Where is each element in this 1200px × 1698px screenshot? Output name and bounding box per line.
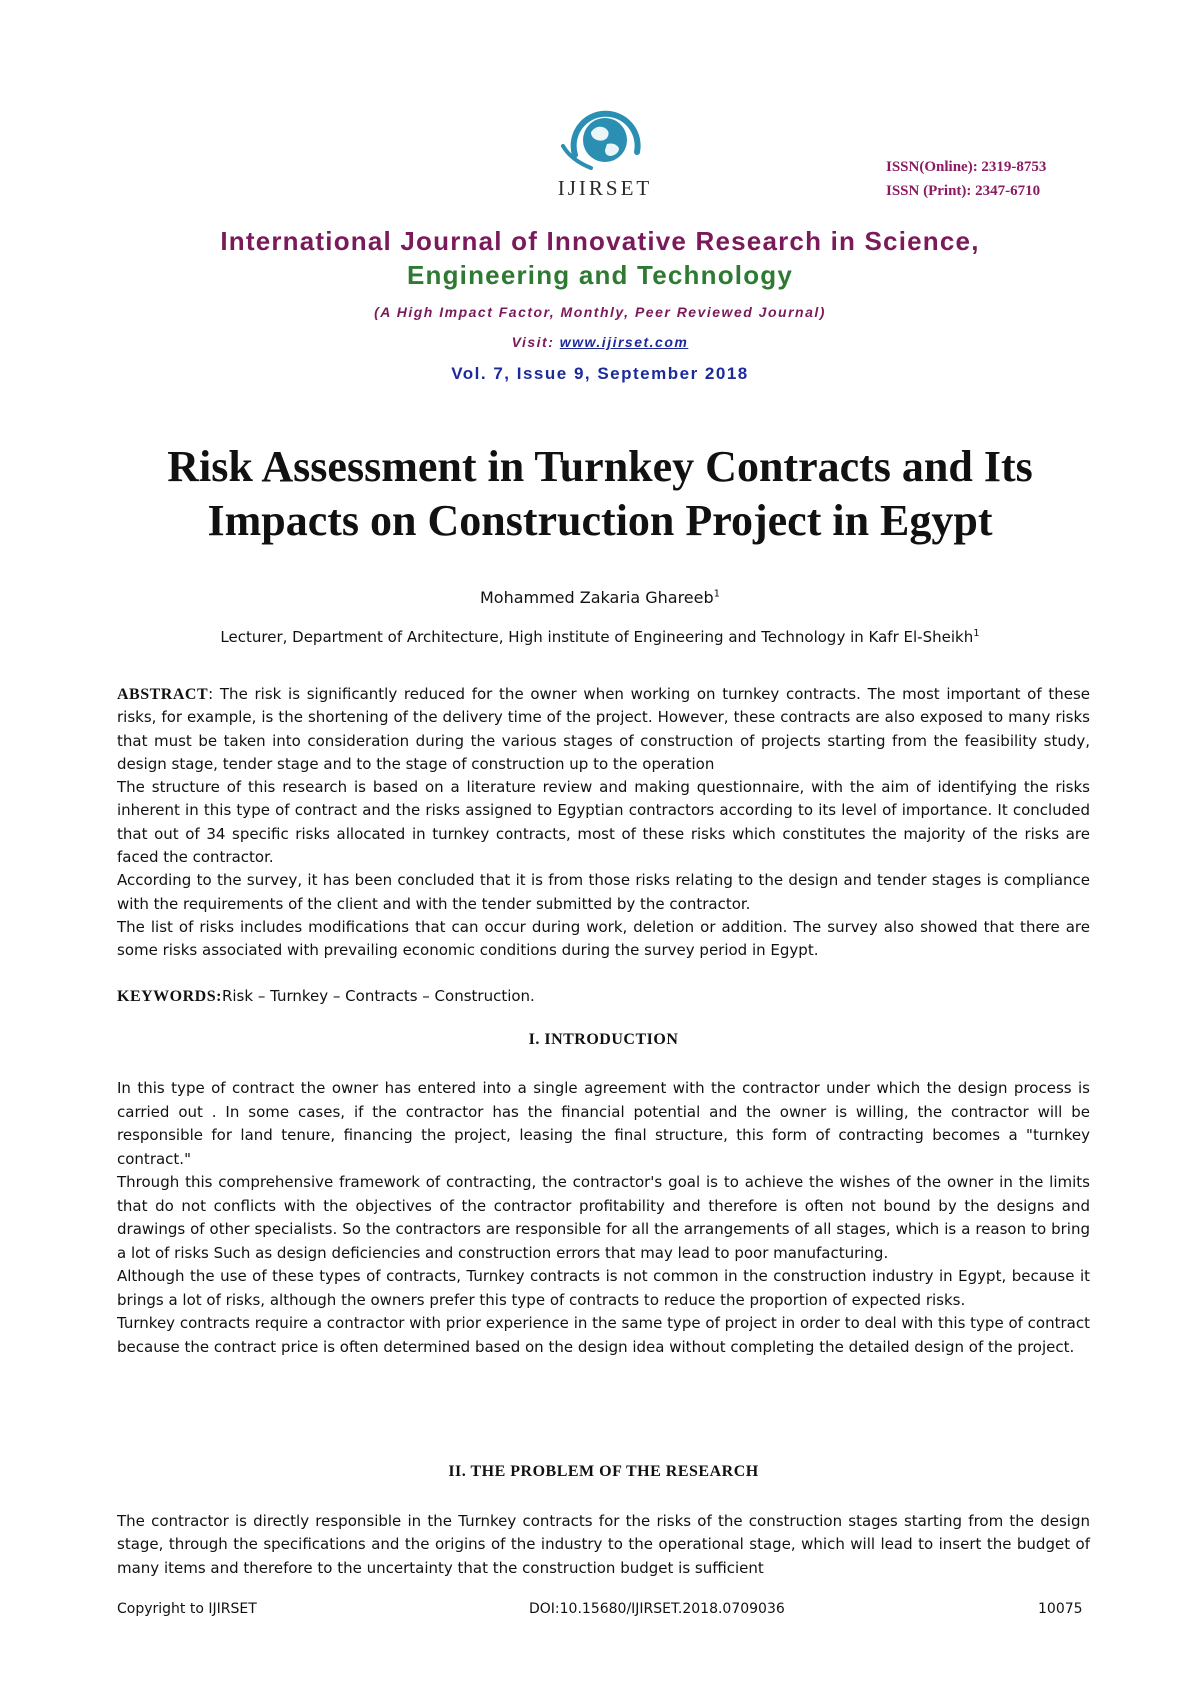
section-heading-problem: II. THE PROBLEM OF THE RESEARCH	[448, 1463, 759, 1480]
abstract-paragraph	[117, 683, 1090, 776]
journal-title	[120, 224, 1080, 292]
issn-print: ISSN (Print): 2347-6710	[886, 183, 1041, 199]
journal-title-line1: International Journal of Innovative Research in Science,	[220, 226, 980, 256]
footer-page-number: 10075	[1038, 1601, 1083, 1617]
affiliation-text: Lecturer, Department of Architecture, High institute of Engineering and Technology in Kafr El-Sheikh	[220, 628, 974, 646]
keywords-text: Risk – Turnkey – Contracts – Construction.	[221, 987, 535, 1005]
paper-title-line1: Risk Assessment in Turnkey Contracts and Its	[167, 442, 1033, 491]
visit-line	[120, 334, 1080, 350]
intro-paragraph: In this type of contract the owner has entered into a single agreement with the contractor under which the design process is carried out . In some cases, if the contractor has the financial potential and the owner is willing, the contractor will be responsible for land tenure, financing the project, leasing the final structure, this form of contracting becomes a "turnkey contract."	[117, 1079, 1090, 1168]
author-name	[100, 588, 1100, 607]
journal-title-line2: Engineering and Technology	[406, 260, 794, 290]
footer-copyright: Copyright to IJIRSET	[117, 1601, 257, 1617]
abstract-paragraph: The structure of this research is based on a literature review and making questionnaire, with the aim of identifying the risks inherent in this type of contract and the risks assigned to Egyptian contractors according to its level of importance. It concluded that out of 34 specific risks allocated in turnkey contracts, most of these risks which constitutes the majority of the risks are faced the contractor.	[117, 778, 1090, 867]
intro-paragraph: Although the use of these types of contracts, Turnkey contracts is not common in the construction industry in Egypt, because it brings a lot of risks, although the owners prefer this type of contracts to reduce the proportion of expected risks.	[117, 1267, 1090, 1309]
footer-doi: DOI:10.15680/IJIRSET.2018.0709036	[529, 1601, 785, 1617]
paper-title	[100, 440, 1100, 548]
abstract-paragraph: The list of risks includes modifications that can occur during work, deletion or addition. The survey also showed that there are some risks associated with prevailing economic conditions during the survey period in Egypt.	[117, 917, 1090, 960]
keywords-label: KEYWORDS:	[117, 988, 222, 1005]
introduction-section	[117, 1077, 1090, 1359]
intro-paragraph: Through this comprehensive framework of contracting, the contractor's goal is to achieve the wishes of the owner in the limits that do not conflicts with the objectives of the contractor profitability and therefore is often not bound by the designs and drawings of other specialists. So the contractors are responsible for all the arrangements of all stages, which is a reason to bring a lot of risks Such as design deficiencies and construction errors that may lead to poor manufacturing.	[117, 1173, 1090, 1262]
author-affiliation	[100, 628, 1100, 646]
section-heading-introduction: I. INTRODUCTION	[528, 1031, 679, 1048]
abstract-paragraph: According to the survey, it has been concluded that it is from those risks relating to the design and tender stages is compliance with the requirements of the client and with the tender submitted by the contractor.	[117, 871, 1090, 913]
abstract-label: ABSTRACT	[117, 686, 209, 703]
visit-label: Visit:	[511, 334, 560, 350]
author-text: Mohammed Zakaria Ghareeb	[479, 588, 714, 607]
logo-text: IJIRSET	[557, 176, 653, 200]
abstract-section	[117, 683, 1090, 963]
journal-website-link[interactable]: www.ijirset.com	[559, 334, 689, 350]
issn-online: ISSN(Online): 2319-8753	[886, 159, 1047, 175]
affiliation-sup: 1	[973, 628, 980, 639]
journal-tagline: (A High Impact Factor, Monthly, Peer Reviewed Journal)	[374, 304, 826, 320]
paper-title-line2: Impacts on Construction Project in Egypt	[207, 496, 993, 545]
issn-block	[886, 155, 1046, 203]
problem-section	[117, 1510, 1090, 1580]
globe-icon	[545, 100, 665, 180]
problem-paragraph: The contractor is directly responsible in the Turnkey contracts for the risks of the construction stages starting from the design stage, through the specifications and the origins of the industry to the operational stage, which will lead to insert the budget of many items and therefore to the uncertainty that the construction budget is sufficient	[117, 1512, 1090, 1577]
abstract-text: : The risk is significantly reduced for the owner when working on turnkey contracts. The most important of these risks, for example, is the shortening of the delivery time of the project. However, these contracts are also exposed to many risks that must be taken into consideration during the various stages of construction of projects starting from the feasibility study, design stage, tender stage and to the stage of construction up to the operation	[117, 685, 1090, 773]
journal-logo	[545, 100, 665, 210]
intro-paragraph: Turnkey contracts require a contractor with prior experience in the same type of project in order to deal with this type of contract because the contract price is often determined based on the design idea without completing the detailed design of the project.	[117, 1314, 1090, 1356]
volume-issue: Vol. 7, Issue 9, September 2018	[451, 364, 749, 383]
keywords-line	[117, 985, 1090, 1008]
author-sup: 1	[713, 588, 721, 600]
